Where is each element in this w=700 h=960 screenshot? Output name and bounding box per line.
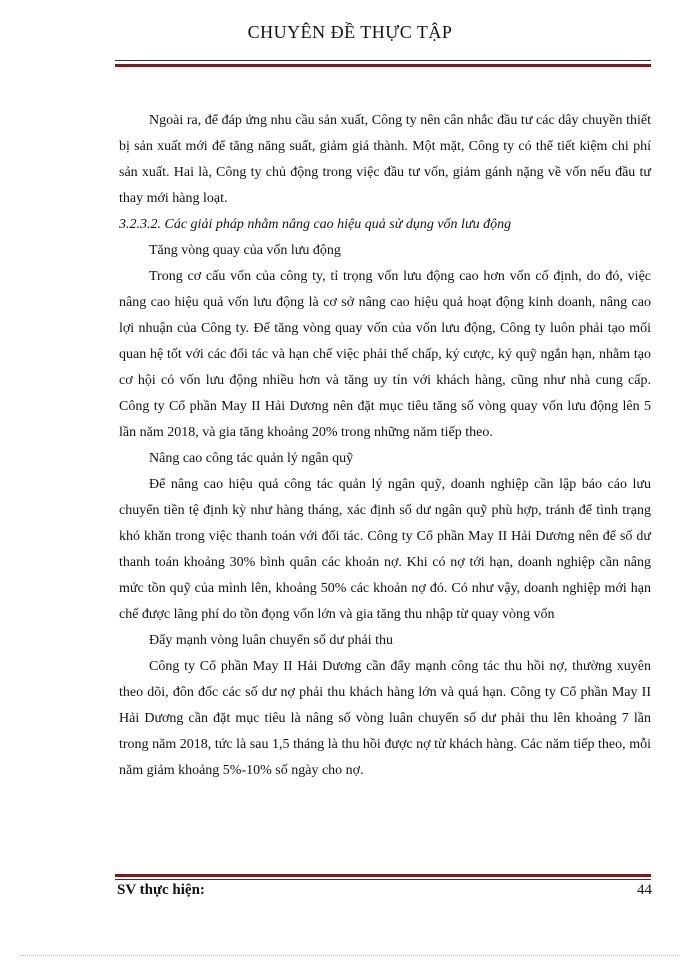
- subsection-text-2: Để nâng cao hiệu quả công tác quản lý ngân quỹ, doanh nghiệp cần lập báo cáo lưu chuyển tiền tệ định kỳ như hàng tháng, xác định số dư ngân quỹ phù hợp, tránh để tình trạng khó khăn trong việc thanh toán với đối tác. Công ty Cổ phần May II Hải Dương nên để số dư thanh toán khoảng 30% bình quân các khoản nợ. Khi có nợ tới hạn, doanh nghiệp cần nâng mức tồn quỹ của mình lên, khoảng 50% các khoản nợ đó. Có như vậy, doanh nghiệp mới hạn chế được lãng phí do tồn đọng vốn lớn và gia tăng thu nhập từ quay vòng vốn: [119, 477, 651, 622]
- subsection-text-3: Công ty Cổ phần May II Hải Dương cần đẩy mạnh công tác thu hồi nợ, thường xuyên theo dõi, đôn đốc các số dư nợ phải thu khách hàng lớn và quá hạn. Công ty Cổ phần May II Hải Dương cần đặt mục tiêu là nâng số vòng luân chuyển số dư phải thu lên khoảng 7 lần trong năm 2018, tức là sau 1,5 tháng là thu hồi được nợ từ khách hàng. Các năm tiếp theo, mỗi năm giảm khoảng 5%-10% số ngày cho nợ.: [119, 659, 651, 778]
- page-title: CHUYÊN ĐỀ THỰC TẬP: [247, 22, 453, 42]
- document-body: [119, 108, 651, 784]
- page-number: 44: [637, 882, 652, 898]
- footer-rule-thick: [115, 874, 651, 877]
- header-rule-thin: [115, 60, 651, 61]
- paragraph-intro: Ngoài ra, để đáp ứng nhu cầu sản xuất, Công ty nên cân nhắc đầu tư các dây chuyền thiết bị sản xuất mới để tăng năng suất, giảm giá thành. Một mặt, Công ty có thể tiết kiệm chi phí sản xuất. Hai là, Công ty chủ động trong việc đầu tư vốn, giảm gánh nặng về vốn nếu đầu tư thay mới hàng loạt.: [119, 113, 651, 206]
- page-edge-divider: [20, 955, 680, 956]
- footer-student-label: SV thực hiện:: [117, 882, 205, 898]
- subsection-title-3: Đẩy mạnh vòng luân chuyển số dư phải thu: [149, 633, 393, 648]
- section-heading: 3.2.3.2. Các giải pháp nhằm nâng cao hiệu quả sử dụng vốn lưu động: [119, 217, 512, 232]
- header-rule-thick: [115, 64, 651, 67]
- subsection-title-1: Tăng vòng quay của vốn lưu động: [149, 243, 341, 258]
- footer-rule-thin: [115, 879, 651, 880]
- subsection-text-1: Trong cơ cấu vốn của công ty, tỉ trọng vốn lưu động cao hơn vốn cố định, do đó, việc nâng cao hiệu quả vốn lưu động là cơ sở nâng cao hiệu quả hoạt động kinh doanh, nâng cao lợi nhuận của Công ty. Để tăng vòng quay vốn của vốn lưu động, Công ty luôn phải tạo mối quan hệ tốt với các đối tác và hạn chế việc phải thế chấp, ký cược, ký quỹ ngắn hạn, nhằm tạo cơ hội có vốn lưu động nhiều hơn và tăng uy tín với khách hàng, cũng như nhà cung cấp. Công ty Cổ phần May II Hải Dương nên đặt mục tiêu tăng số vòng quay vốn lưu động lên 5 lần năm 2018, và gia tăng khoảng 20% trong những năm tiếp theo.: [119, 269, 651, 440]
- subsection-title-2: Nâng cao công tác quản lý ngân quỹ: [149, 451, 354, 466]
